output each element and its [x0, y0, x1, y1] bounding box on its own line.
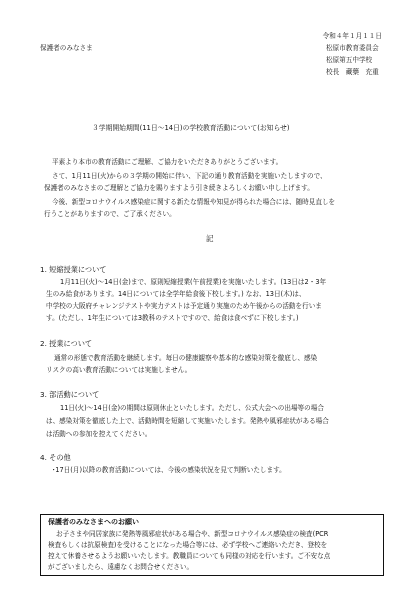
notice-heading: 保護者のみなさまへのお願い	[48, 518, 139, 526]
sender-school: 松原第五中学校	[326, 56, 373, 64]
sender-principal: 校長 藏藥 充重	[326, 68, 379, 76]
intro-line: 保護者のみなさまのご理解とご協力を賜りますよう引き続きよろしくお願い申し上げます。	[44, 184, 314, 192]
section-1-heading: 1. 短縮授業について	[40, 265, 107, 274]
section-3-line: は、感染対策を徹底した上で、活動時間を短縮して実施いたします。発熱や風邪症状がある場合	[46, 417, 329, 425]
notice-line: 控えて休養させるようお願いいたします。教職員についても同様の対応を行います。ご不安な点	[48, 552, 331, 560]
intro-line: 行うことがありますので、ご了承ください。	[44, 210, 176, 218]
section-2-heading: 2. 授業について	[40, 339, 93, 348]
section-4-heading: 4. その他	[40, 453, 71, 462]
intro-line: さて、1月11日(火)からの３学期の開始に伴い、下記の通り教育活動を実施いたしますので、	[52, 172, 327, 180]
section-3-line: 11日(火)～14日(金)の期間は原則休止といたします。ただし、公式大会への出場等の場合	[60, 404, 324, 412]
section-3-line: は活動への参加を控えてください。	[46, 430, 152, 438]
intro-line: 平素より本市の教育活動にご理解、ご協力をいただきありがとうございます。	[52, 158, 283, 166]
notice-line: 検査もしくは抗原検査)を受けることになった場合等には、必ず学校へご連絡いただき、登校を	[48, 541, 328, 549]
section-1-line: 生のみ給食があります。14日については全学年給食後下校します。) なお、13日(木)は、	[46, 290, 306, 298]
notice-line: お子さまや同居家族に発熱等風邪症状がある場合や、新型コロナウイルス感染症の検査(PCR	[56, 530, 329, 538]
section-2-line: 通常の形態で教育活動を継続します。毎日の健康観察や基本的な感染対策を徹底し、感染	[54, 354, 318, 362]
section-1-line: す。(ただし、1年生については3教科のテストですので、給食は食べずに下校します。)	[46, 314, 299, 322]
sender-board: 松原市教育委員会	[326, 44, 379, 52]
intro-line: 今後、新型コロナウイルス感染症に関する新たな情報や知見が得られた場合には、随時見直しを	[52, 198, 336, 206]
recipient: 保護者のみなさま	[40, 44, 93, 52]
date: 令和４年１月１１日	[322, 32, 382, 40]
section-1-line: 中学校の大阪府チャレンジテストや実力テストは予定通り実施のため午後からの活動を行いま	[46, 302, 322, 310]
section-4-line: ･17日(月)以降の教育活動については、今後の感染状況を見て判断いたします。	[52, 466, 286, 474]
section-3-heading: 3. 部活動について	[40, 390, 100, 399]
ki-heading: 記	[206, 234, 214, 243]
section-1-line: 1月11日(火)～14日(金)まで、原則短縮授業(午前授業)を実施いたします。(13日は2・3年	[60, 278, 327, 286]
section-2-line: リスクの高い教育活動については実施しません。	[46, 366, 192, 374]
notice-line: がございましたら、遠慮なくお問合せください。	[48, 563, 194, 571]
page-title: ３学期開始期間(11日～14日)の学校教育活動について(お知らせ)	[92, 124, 290, 132]
